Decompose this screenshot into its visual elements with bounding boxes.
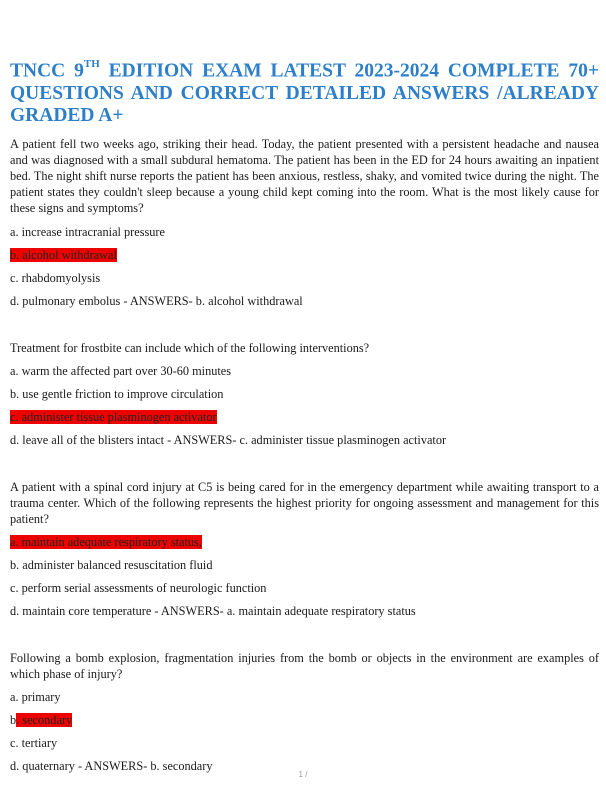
document-page <box>10 0 599 774</box>
question-4-option-b-prefix: b <box>10 712 17 727</box>
question-3-text: A patient with a spinal cord injury at C5 is being cared for in the emergency department while awaiting transport to a trauma center. Which of the following represents the highest priority for ongoing assessment and management for this patient? <box>10 479 599 526</box>
question-4-text: Following a bomb explosion, fragmentation injuries from the bomb or objects in the environment are examples of which phase of injury? <box>10 650 599 681</box>
question-4-option-b-highlighted: . secondary <box>16 712 73 727</box>
question-3-option-a-highlighted: a. maintain adequate respiratory status, <box>10 534 202 549</box>
question-1-option-c: c. rhabdomyolysis <box>10 270 101 285</box>
question-2-option-b: b. use gentle friction to improve circulation <box>10 386 224 401</box>
question-1-text: A patient fell two weeks ago, striking their head. Today, the patient presented with a persistent headache and nausea and was diagnosed with a small subdural hematoma. The patient has been in the ED for 24 hours awaiting an inpatient bed. The night shift nurse reports the patient has been anxious, restless, shaky, and vomited twice during the night. The patient states they couldn't sleep because a young child kept coming into the room. What is the most likely cause for these signs and symptoms? <box>10 136 599 215</box>
question-2-option-c-highlighted: c. administer tissue plasminogen activator <box>10 409 217 424</box>
title-part-2: EDITION EXAM LATEST 2023-2024 COMPLETE 70+ QUESTIONS AND CORRECT DETAILED ANSWERS /ALREADY GRADED A+ <box>10 60 599 126</box>
question-4-option-b <box>10 712 599 728</box>
question-3-option-d-answer: d. maintain core temperature - ANSWERS- a. maintain adequate respiratory status <box>10 603 416 618</box>
question-3-option-b: b. administer balanced resuscitation fluid <box>10 557 213 572</box>
document-title <box>10 55 599 127</box>
question-4-option-a: a. primary <box>10 689 61 704</box>
question-4-option-c: c. tertiary <box>10 735 58 750</box>
page-number-footer: 1 / <box>298 770 308 779</box>
title-superscript: TH <box>83 58 100 70</box>
question-2-option-a: a. warm the affected part over 30-60 minutes <box>10 363 232 378</box>
title-part-1: TNCC 9 <box>10 60 84 82</box>
question-2-option-d-answer: d. leave all of the blisters intact - ANSWERS- c. administer tissue plasminogen activator <box>10 432 447 447</box>
question-1-option-d-answer: d. pulmonary embolus - ANSWERS- b. alcohol withdrawal <box>10 293 303 308</box>
question-2-text: Treatment for frostbite can include which of the following interventions? <box>10 340 370 355</box>
question-1-option-a: a. increase intracranial pressure <box>10 224 165 239</box>
question-3-option-c: c. perform serial assessments of neurologic function <box>10 580 267 595</box>
question-4-option-d-answer: d. quaternary - ANSWERS- b. secondary <box>10 758 213 773</box>
question-1-option-b-highlighted: b. alcohol withdrawal <box>10 247 117 262</box>
